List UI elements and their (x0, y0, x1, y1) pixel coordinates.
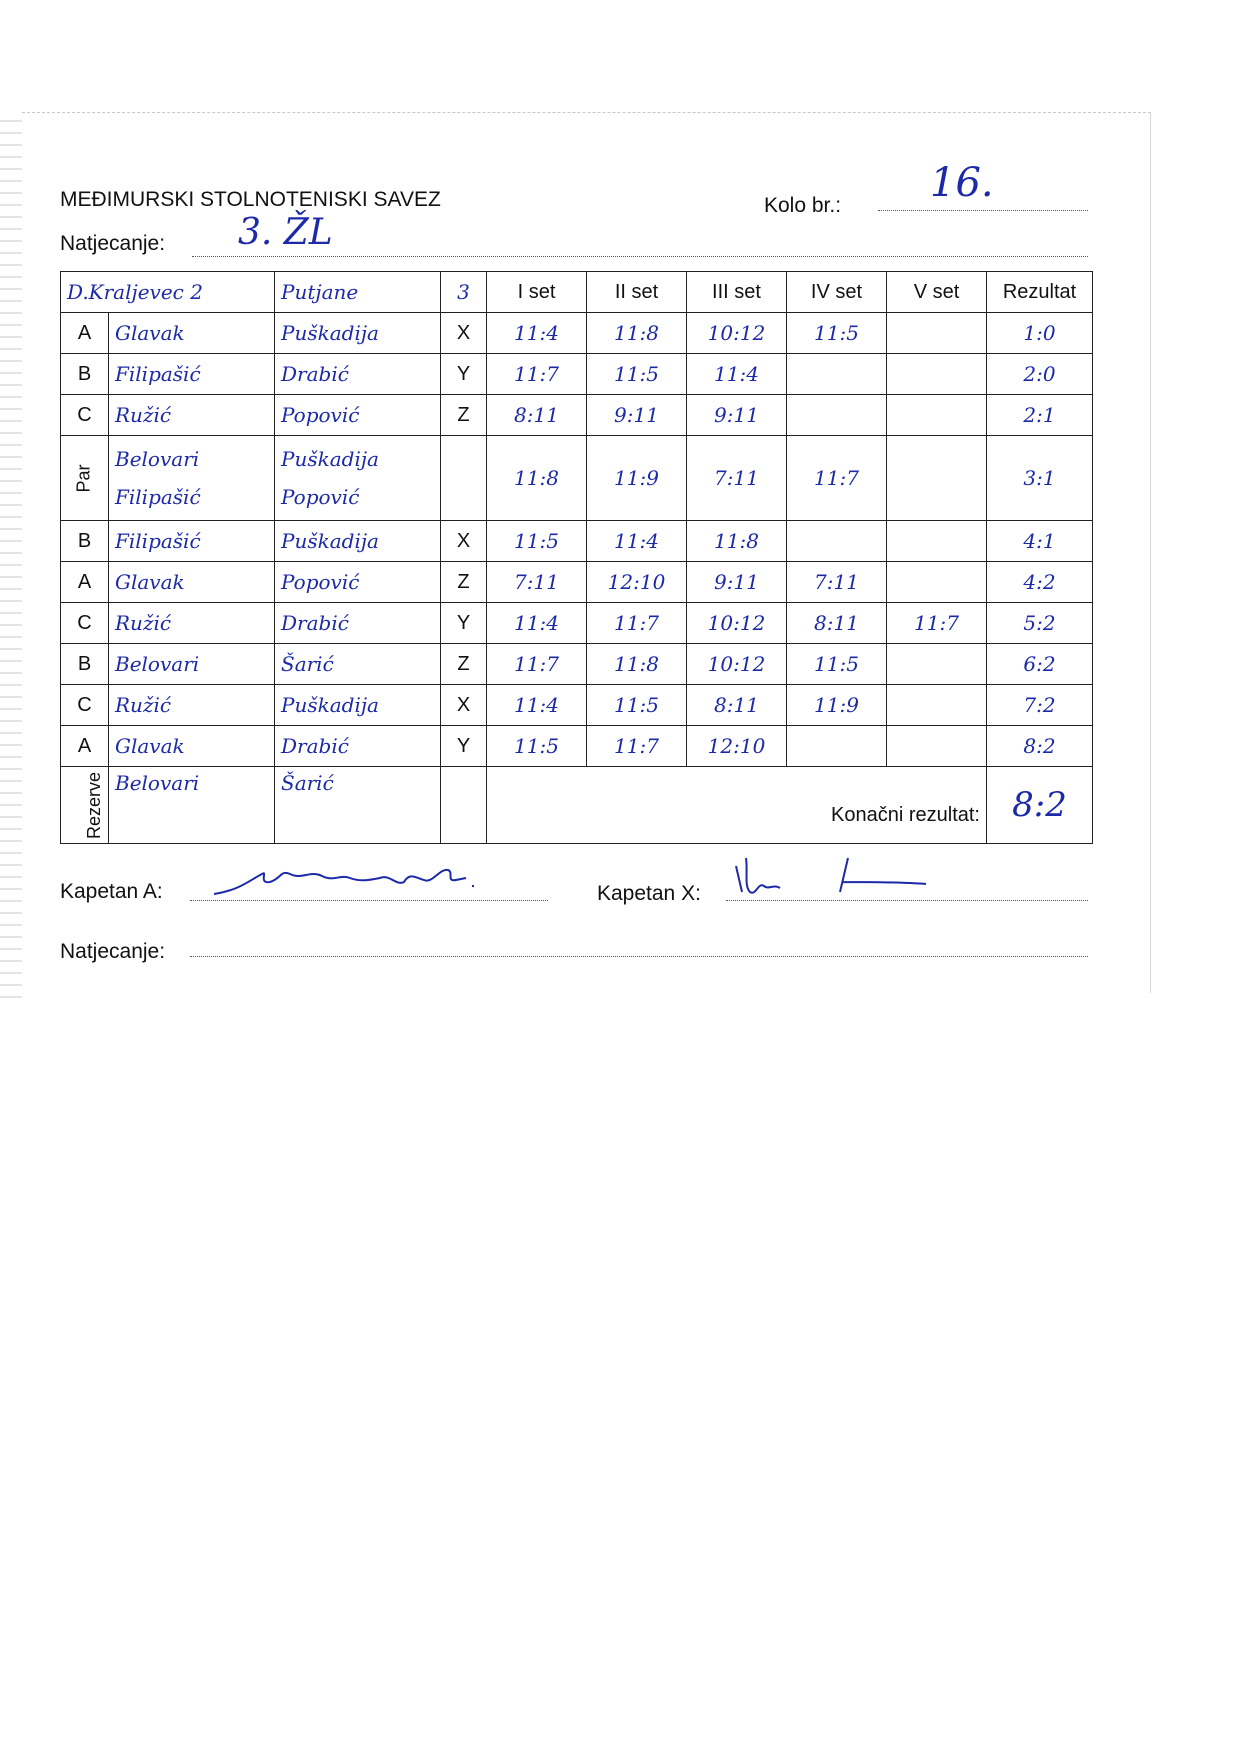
pair-home-player: Filipašić (115, 485, 201, 509)
home-player: Ružić (109, 685, 275, 726)
home-player: Filipašić (109, 354, 275, 395)
table-row (61, 603, 1093, 644)
position-label: A (61, 726, 109, 767)
result-header: Rezultat (987, 272, 1093, 313)
captain-a-label: Kapetan A: (60, 880, 163, 903)
set-score: 11:7 (487, 354, 587, 395)
reserve-home-player: Belovari (109, 767, 275, 844)
match-result: 4:1 (987, 521, 1093, 562)
set-header: V set (887, 272, 987, 313)
pair-row (61, 436, 1093, 521)
set-score (787, 354, 887, 395)
set-score: 12:10 (687, 726, 787, 767)
set-score: 7:11 (487, 562, 587, 603)
set-score (887, 562, 987, 603)
set-score: 11:5 (787, 313, 887, 354)
set-score: 11:4 (487, 603, 587, 644)
home-player: Ružić (109, 395, 275, 436)
federation-title: MEĐIMURSKI STOLNOTENISKI SAVEZ (60, 188, 441, 211)
set-score: 11:5 (487, 521, 587, 562)
set-score: 11:8 (687, 521, 787, 562)
set-score: 10:12 (687, 313, 787, 354)
player-code: Z (441, 395, 487, 436)
set-header: II set (587, 272, 687, 313)
reserve-label: Rezerve (84, 771, 105, 839)
set-score: 10:12 (687, 603, 787, 644)
set-score: 10:12 (687, 644, 787, 685)
set-header: I set (487, 272, 587, 313)
pair-label-cell (61, 436, 109, 521)
away-player: Puškadija (275, 521, 441, 562)
player-code: Z (441, 562, 487, 603)
player-code: X (441, 521, 487, 562)
match-result: 2:0 (987, 354, 1093, 395)
team-a-name: D.Kraljevec 2 (61, 272, 275, 313)
captain-x-signature (730, 852, 940, 900)
table-row (61, 562, 1093, 603)
set-score: 11:7 (887, 603, 987, 644)
table-row (61, 685, 1093, 726)
set-score: 11:4 (487, 685, 587, 726)
home-player: Belovari (109, 644, 275, 685)
captain-a-signature (210, 860, 530, 902)
set-score (787, 726, 887, 767)
away-player: Drabić (275, 726, 441, 767)
competition-value: 3. ŽL (238, 212, 333, 253)
match-result: 5:2 (987, 603, 1093, 644)
away-player: Drabić (275, 354, 441, 395)
table-row (61, 644, 1093, 685)
match-result: 4:2 (987, 562, 1093, 603)
player-code: X (441, 685, 487, 726)
footer-competition-label: Natjecanje: (60, 940, 166, 963)
set-score: 11:8 (487, 436, 587, 521)
set-score (887, 436, 987, 521)
set-score: 7:11 (687, 436, 787, 521)
set-score: 11:8 (587, 644, 687, 685)
set-score: 11:4 (687, 354, 787, 395)
away-player: Popović (275, 395, 441, 436)
match-result: 3:1 (987, 436, 1093, 521)
set-score (887, 644, 987, 685)
reserve-row (61, 767, 1093, 844)
set-score: 9:11 (687, 395, 787, 436)
position-label: B (61, 354, 109, 395)
position-label: A (61, 313, 109, 354)
set-score: 8:11 (787, 603, 887, 644)
pair-code (441, 436, 487, 521)
round-value: 16. (930, 160, 994, 206)
captain-x-label: Kapetan X: (597, 882, 701, 905)
position-label: C (61, 685, 109, 726)
pair-label: Par (73, 463, 94, 493)
home-player: Glavak (109, 726, 275, 767)
set-score: 7:11 (787, 562, 887, 603)
player-code: X (441, 313, 487, 354)
table-row (61, 726, 1093, 767)
set-score: 8:11 (687, 685, 787, 726)
match-result: 7:2 (987, 685, 1093, 726)
player-code: Y (441, 726, 487, 767)
team-x-name: Putjane (275, 272, 441, 313)
away-player: Šarić (275, 644, 441, 685)
pair-home-player: Belovari (115, 447, 200, 471)
reserve-code (441, 767, 487, 844)
pair-away-players (275, 436, 441, 521)
set-score: 11:9 (787, 685, 887, 726)
perforation-edge (0, 110, 22, 1000)
table-row (61, 354, 1093, 395)
position-label: A (61, 562, 109, 603)
position-label: C (61, 395, 109, 436)
round-label: Kolo br.: (764, 194, 842, 217)
reserve-away-player: Šarić (275, 767, 441, 844)
final-result-label: Konačni rezultat: (487, 767, 987, 844)
pair-home-players (109, 436, 275, 521)
home-player: Glavak (109, 562, 275, 603)
home-player: Ružić (109, 603, 275, 644)
player-code: Y (441, 354, 487, 395)
table-row (61, 521, 1093, 562)
team-x-number: 3 (441, 272, 487, 313)
set-score (887, 521, 987, 562)
set-score: 12:10 (587, 562, 687, 603)
set-score (787, 395, 887, 436)
home-player: Glavak (109, 313, 275, 354)
set-score (887, 354, 987, 395)
set-score: 11:5 (787, 644, 887, 685)
pair-away-player: Puškadija (281, 447, 379, 471)
set-score: 11:9 (587, 436, 687, 521)
set-score: 11:4 (587, 521, 687, 562)
table-header-row (61, 272, 1093, 313)
set-score: 11:7 (787, 436, 887, 521)
set-score: 8:11 (487, 395, 587, 436)
set-score (787, 521, 887, 562)
set-score: 11:4 (487, 313, 587, 354)
away-player: Puškadija (275, 685, 441, 726)
match-table (60, 271, 1093, 844)
set-score (887, 685, 987, 726)
position-label: B (61, 644, 109, 685)
set-score: 11:5 (487, 726, 587, 767)
footer-competition-line (190, 936, 1088, 957)
set-score (887, 726, 987, 767)
set-score (887, 395, 987, 436)
position-label: B (61, 521, 109, 562)
set-header: III set (687, 272, 787, 313)
table-row (61, 313, 1093, 354)
match-result: 6:2 (987, 644, 1093, 685)
set-score: 9:11 (687, 562, 787, 603)
away-player: Drabić (275, 603, 441, 644)
match-result: 1:0 (987, 313, 1093, 354)
final-result-value: 8:2 (987, 767, 1093, 844)
away-player: Puškadija (275, 313, 441, 354)
set-score: 11:7 (487, 644, 587, 685)
set-score: 11:5 (587, 685, 687, 726)
set-score: 11:5 (587, 354, 687, 395)
reserve-label-cell (61, 767, 109, 844)
set-score: 9:11 (587, 395, 687, 436)
set-score: 11:7 (587, 726, 687, 767)
match-result: 8:2 (987, 726, 1093, 767)
set-header: IV set (787, 272, 887, 313)
set-score: 11:7 (587, 603, 687, 644)
set-score (887, 313, 987, 354)
player-code: Y (441, 603, 487, 644)
away-player: Popović (275, 562, 441, 603)
match-result: 2:1 (987, 395, 1093, 436)
player-code: Z (441, 644, 487, 685)
competition-label: Natjecanje: (60, 232, 166, 255)
home-player: Filipašić (109, 521, 275, 562)
set-score: 11:8 (587, 313, 687, 354)
table-row (61, 395, 1093, 436)
position-label: C (61, 603, 109, 644)
pair-away-player: Popović (281, 485, 360, 509)
